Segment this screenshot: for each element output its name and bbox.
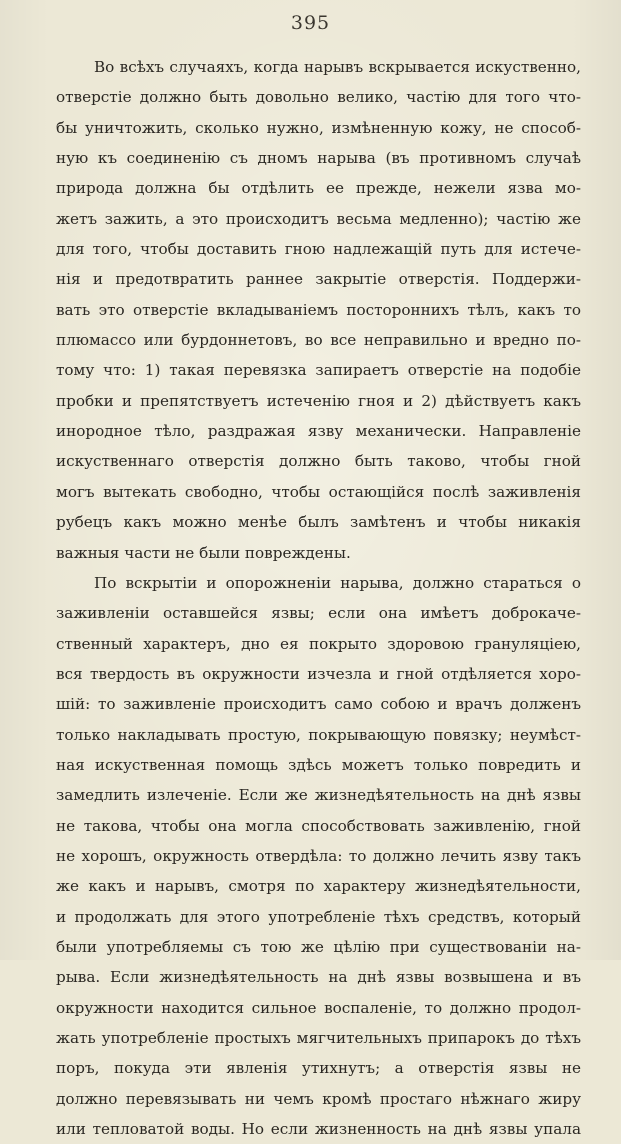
text-line: природа должна бы отдѣлить ее прежде, нежели язва мо- <box>56 179 581 198</box>
text-line: нія и предотвратить раннее закрытіе отверстія. Поддержи- <box>56 270 581 289</box>
text-line: бы уничтожить, сколько нужно, измѣненную кожу, не способ- <box>56 118 581 137</box>
text-line: замедлить излеченіе. Если же жизнедѣятельность на днѣ язвы <box>56 786 581 805</box>
body-text <box>56 52 581 1144</box>
text-line: же какъ и нарывъ, смотря по характеру жизнедѣятельности, <box>56 877 581 896</box>
text-line: могъ вытекать свободно, чтобы остающійся послѣ заживленія <box>56 482 581 501</box>
text-line: поръ, покуда эти явленія утихнутъ; а отверстія язвы не <box>56 1059 581 1078</box>
text-line: вся твердость въ окружности изчезла и гной отдѣляется хоро- <box>56 664 581 683</box>
text-line: заживленіи оставшейся язвы; если она имѣетъ доброкаче- <box>56 604 581 623</box>
text-line: искуственнаго отверстія должно быть таково, чтобы гной <box>56 452 581 471</box>
text-line: плюмассо или бурдоннетовъ, во все неправильно и вредно по- <box>56 331 581 350</box>
text-line: тому что: 1) такая перевязка запираетъ отверстіе на подобіе <box>56 361 581 380</box>
text-line: жать употребленіе простыхъ мягчительныхъ припарокъ до тѣхъ <box>56 1029 581 1047</box>
text-line: отверстіе должно быть довольно велико, частію для того что- <box>56 88 581 107</box>
text-line: шій: то заживленіе происходитъ само собою и врачъ долженъ <box>56 695 581 714</box>
page-number: 395 <box>290 12 331 34</box>
text-line: были употребляемы съ тою же цѣлію при существованіи на- <box>56 937 581 956</box>
text-line: или тепловатой воды. Но если жизненность на днѣ язвы упала <box>56 1120 581 1139</box>
text-line: не такова, чтобы она могла способствовать заживленію, гной <box>56 816 581 835</box>
text-line: и продолжать для этого употребленіе тѣхъ средствъ, который <box>56 907 581 926</box>
paragraph-1 <box>56 52 581 568</box>
text-line: окружности находится сильное воспаленіе, то должно продол- <box>56 998 581 1017</box>
text-line: Во всѣхъ случаяхъ, когда нарывъ вскрывается искуственно, <box>94 58 581 76</box>
paragraph-2 <box>56 568 581 1144</box>
text-line: ная искуственная помощь здѣсь можетъ только повредить и <box>56 755 581 774</box>
text-line: для того, чтобы доставить гною надлежащій путь для истече- <box>56 240 581 259</box>
text-line: должно перевязывать ни чемъ кромѣ простаго нѣжнаго жиру <box>56 1089 581 1108</box>
text-line: инородное тѣло, раздражая язву механически. Направленіе <box>56 422 581 441</box>
text-line: ственный характеръ, дно ея покрыто здоровою грануляціею, <box>56 634 581 653</box>
text-line: жетъ зажить, а это происходитъ весьма медленно); частію же <box>56 209 581 228</box>
text-line: вать это отверстіе вкладываніемъ постороннихъ тѣлъ, какъ то <box>56 300 581 319</box>
text-line: не хорошъ, окружность отвердѣла: то должно лечить язву такъ <box>56 846 581 865</box>
text-line: важныя части не были повреждены. <box>56 543 351 562</box>
text-line: По вскрытіи и опорожненіи нарыва, должно стараться о <box>94 573 581 592</box>
text-line: рыва. Если жизнедѣятельность на днѣ язвы возвышена и въ <box>56 968 581 987</box>
text-line: рубецъ какъ можно менѣе былъ замѣтенъ и чтобы никакія <box>56 513 581 532</box>
text-line: ную къ соединенію съ дномъ нарыва (въ противномъ случаѣ <box>56 149 581 168</box>
text-line: пробки и препятствуетъ истеченію гноя и 2) дѣйствуетъ какъ <box>56 391 581 410</box>
text-line: только накладывать простую, покрывающую повязку; неумѣст- <box>56 725 581 744</box>
